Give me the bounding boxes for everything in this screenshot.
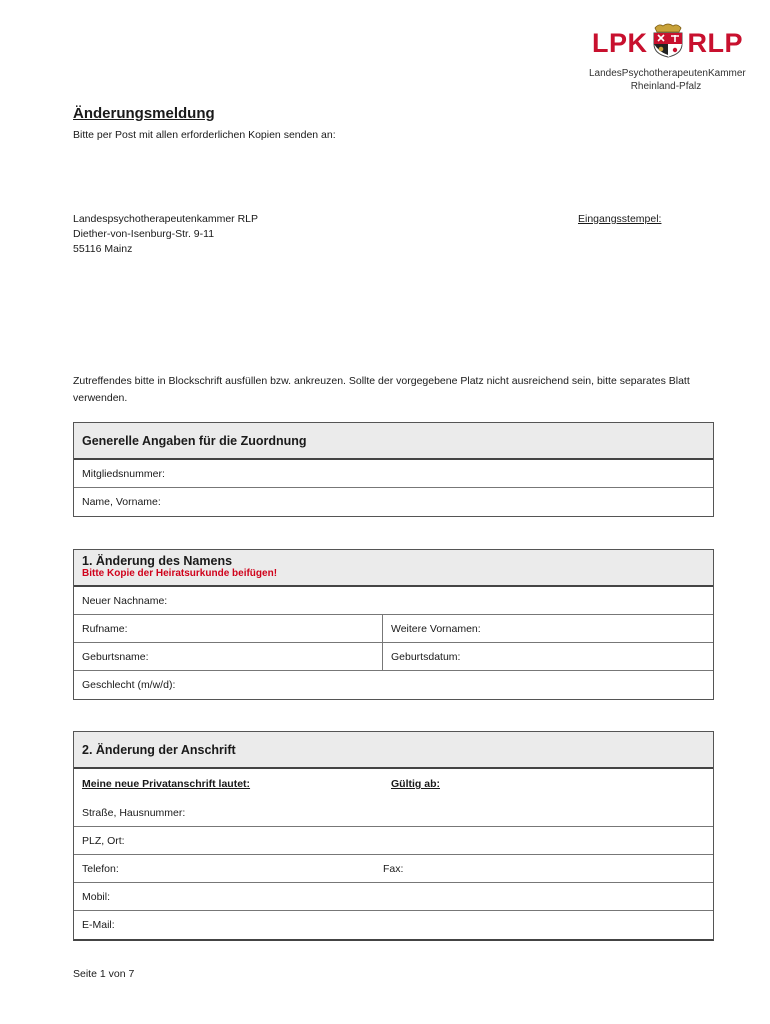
- field-row: [74, 671, 713, 699]
- address-line1: Landespsychotherapeutenkammer RLP: [73, 213, 259, 225]
- email-field[interactable]: E-Mail:: [82, 919, 115, 931]
- field-row: [74, 643, 713, 671]
- page-number: Seite 1 von 7: [73, 968, 135, 980]
- member-number-field[interactable]: Mitgliedsnummer:: [82, 467, 165, 480]
- coat-of-arms-icon: [651, 22, 685, 63]
- logo-right-text: RLP: [687, 27, 743, 58]
- intro-text: Bitte per Post mit allen erforderlichen Kopien senden an:: [73, 129, 336, 141]
- mobile-field[interactable]: Mobil:: [74, 883, 713, 911]
- receipt-stamp-label: Eingangsstempel:: [578, 213, 662, 225]
- other-names-field[interactable]: Weitere Vornamen:: [391, 622, 481, 635]
- section-general: [73, 422, 714, 517]
- field-row: [74, 587, 713, 615]
- address-line3: 55116 Mainz: [73, 243, 133, 255]
- field-row: [74, 488, 713, 516]
- section-general-header: [74, 423, 713, 460]
- valid-from-label: Gültig ab:: [391, 778, 440, 790]
- field-row: [74, 615, 713, 643]
- name-field[interactable]: Name, Vorname:: [82, 496, 161, 508]
- phone-field[interactable]: Telefon:: [82, 862, 119, 875]
- section-name-change: [73, 549, 714, 700]
- birth-date-field[interactable]: Geburtsdatum:: [391, 650, 461, 663]
- field-row: [74, 855, 713, 883]
- recipient-address: [73, 212, 258, 257]
- lpk-rlp-logo: [583, 22, 746, 94]
- gender-field[interactable]: Geschlecht (m/w/d):: [82, 679, 176, 691]
- section-address-change: [73, 731, 714, 941]
- street-field[interactable]: Straße, Hausnummer:: [74, 799, 713, 827]
- new-address-label: Meine neue Privatanschrift lautet:: [82, 778, 251, 790]
- new-surname-field[interactable]: Neuer Nachname:: [82, 594, 168, 607]
- section-general-title: Generelle Angaben für die Zuordnung: [82, 433, 307, 448]
- address-subheader: [74, 769, 713, 799]
- section-name-title: 1. Änderung des Namens: [82, 554, 233, 568]
- logo-left-text: LPK: [592, 27, 648, 58]
- page-title: Änderungsmeldung: [73, 105, 215, 122]
- birth-name-field[interactable]: Geburtsname:: [74, 643, 383, 670]
- zip-city-field[interactable]: PLZ, Ort:: [74, 827, 713, 855]
- section-address-title: 2. Änderung der Anschrift: [82, 742, 236, 757]
- logo-subtitle-line2: Rheinland-Pfalz: [630, 81, 702, 92]
- fax-field[interactable]: Fax:: [383, 862, 404, 875]
- section-name-header: [74, 550, 713, 587]
- field-row: [74, 460, 713, 488]
- section-name-warning: Bitte Kopie der Heiratsurkunde beifügen!: [82, 568, 278, 579]
- logo-subtitle-line1: LandesPsychotherapeutenKammer: [589, 68, 746, 79]
- first-name-field[interactable]: Rufname:: [74, 615, 383, 642]
- address-line2: Diether-von-Isenburg-Str. 9-11: [73, 228, 215, 240]
- section-address-header: [74, 732, 713, 769]
- instruction-note: Zutreffendes bitte in Blockschrift ausfüllen bzw. ankreuzen. Sollte der vorgegebene Platz nicht ausreichend sein, bitte separates Blatt verwenden.: [73, 375, 690, 404]
